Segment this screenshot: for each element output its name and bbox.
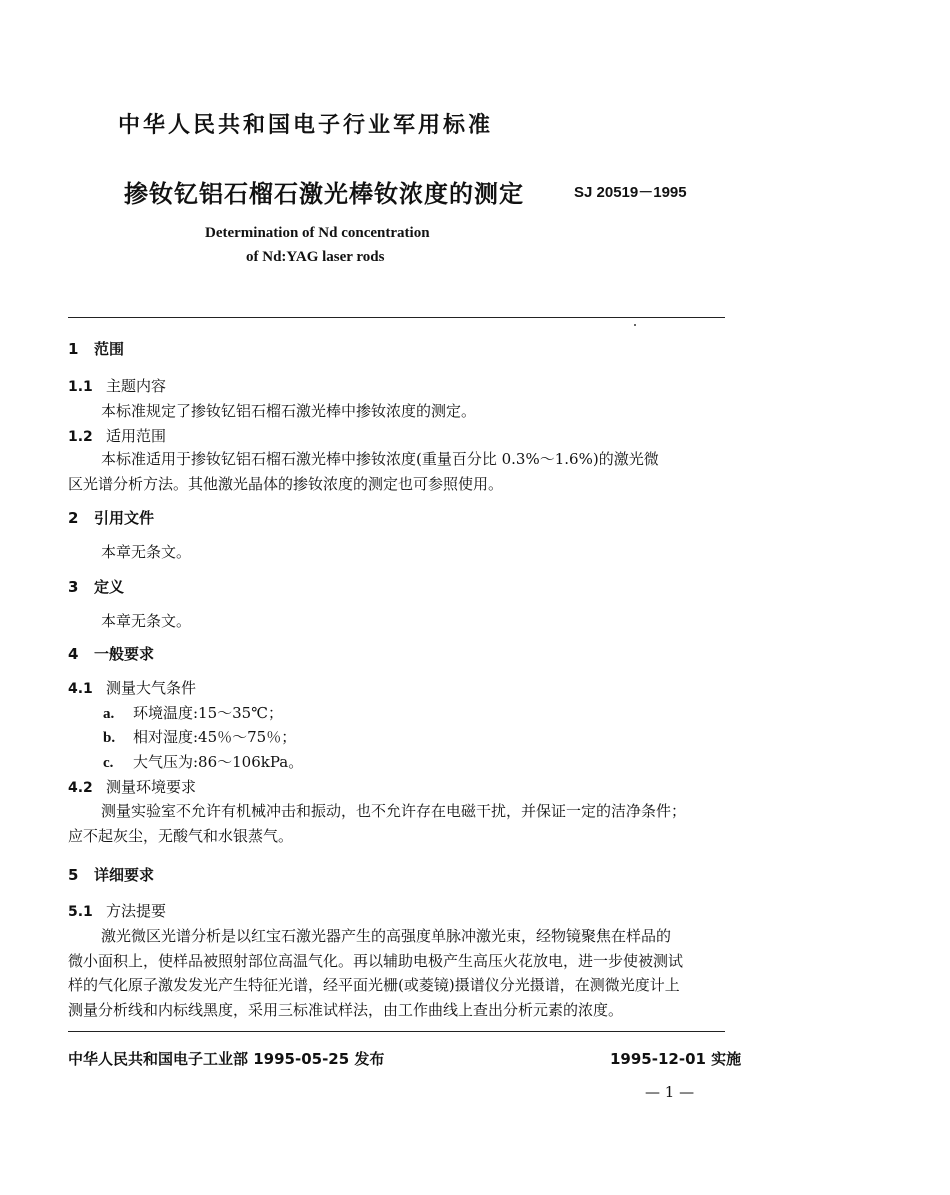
section-5-1-text-line: 激光微区光谱分析是以红宝石激光器产生的高强度单脉冲激光束，经物镜聚焦在样品的 [101,927,672,945]
list-item-text: 环境温度:15～35℃； [133,704,284,722]
scan-speck [634,324,636,326]
subsection-title: 测量大气条件 [106,679,197,697]
standard-type-heading: 中华人民共和国电子行业军用标准 [118,113,494,138]
subsection-title: 主题内容 [106,377,167,395]
list-item-text: 相对湿度:45％～75％； [133,728,297,746]
section-number: 5 [68,866,79,884]
section-1-2-heading [68,425,166,446]
section-number: 3 [68,578,79,596]
section-number: 2 [68,509,79,527]
section-title: 详细要求 [94,866,155,884]
document-title-en-line2: of Nd:YAG laser rods [246,249,385,265]
section-1-heading [68,338,124,359]
section-2-heading [68,507,154,528]
section-number: 1 [68,340,79,358]
subsection-number: 1.2 [68,429,93,445]
document-title-cn: 掺钕钇铝石榴石激光棒钕浓度的测定 [124,180,524,208]
page-number: — 1 — [645,1083,695,1101]
list-marker: a. [103,706,115,722]
subsection-number: 4.2 [68,780,93,796]
section-5-1-text-line: 测量分析线和内标线黑度，采用三标准试样法，由工作曲线上查出分析元素的浓度。 [68,1001,624,1019]
section-5-1-text-line: 样的气化原子激发发光产生特征光谱，经平面光栅(或菱镜)摄谱仪分光摄谱，在测微光度计上 [68,976,680,994]
subsection-number: 4.1 [68,681,93,697]
list-item [103,702,283,723]
section-4-2-heading [68,776,196,797]
section-4-2-text-line1: 测量实验室不允许有机械冲击和振动，也不允许存在电磁干扰，并保证一定的洁净条件； [101,802,687,820]
section-4-heading [68,643,154,664]
issue-statement: 中华人民共和国电子工业部 1995-05-25 发布 [68,1050,385,1068]
subsection-number: 1.1 [68,379,93,395]
subsection-number: 5.1 [68,904,93,920]
section-4-1-heading [68,677,196,698]
list-item-text: 大气压为:86～106kPa。 [133,753,304,771]
section-3-heading [68,576,124,597]
list-marker: b. [103,730,116,746]
section-title: 定义 [94,578,125,596]
list-item [103,751,303,772]
section-3-text: 本章无条文。 [101,612,192,630]
list-marker: c. [103,755,114,771]
footer-divider [68,1031,725,1032]
section-number: 4 [68,645,79,663]
header-divider [68,317,725,318]
section-5-1-text-line: 微小面积上，使样品被照射部位高温气化。再以辅助电极产生高压火花放电，进一步使被测试 [68,952,684,970]
section-1-2-text-line1: 本标准适用于掺钕钇铝石榴石激光棒中掺钕浓度(重量百分比 0.3%～1.6%)的激光微 [101,450,659,468]
section-5-1-heading [68,900,166,921]
section-title: 一般要求 [94,645,155,663]
section-1-2-text-line2: 区光谱分析方法。其他激光晶体的掺钕浓度的测定也可参照使用。 [68,475,504,493]
subsection-title: 方法提要 [106,902,167,920]
section-5-heading [68,864,154,885]
section-1-1-heading [68,375,166,396]
section-title: 范围 [94,340,125,358]
section-1-1-text: 本标准规定了掺钕钇铝石榴石激光棒中掺钕浓度的测定。 [101,402,477,420]
standard-code: SJ 20519－1995 [574,184,687,201]
subsection-title: 测量环境要求 [106,778,197,796]
section-title: 引用文件 [94,509,155,527]
list-item [103,726,296,747]
section-2-text: 本章无条文。 [101,543,192,561]
document-title-en-line1: Determination of Nd concentration [205,225,430,241]
effective-date: 1995-12-01 实施 [610,1050,742,1068]
section-4-2-text-line2: 应不起灰尘，无酸气和水银蒸气。 [68,827,294,845]
subsection-title: 适用范围 [106,427,167,445]
